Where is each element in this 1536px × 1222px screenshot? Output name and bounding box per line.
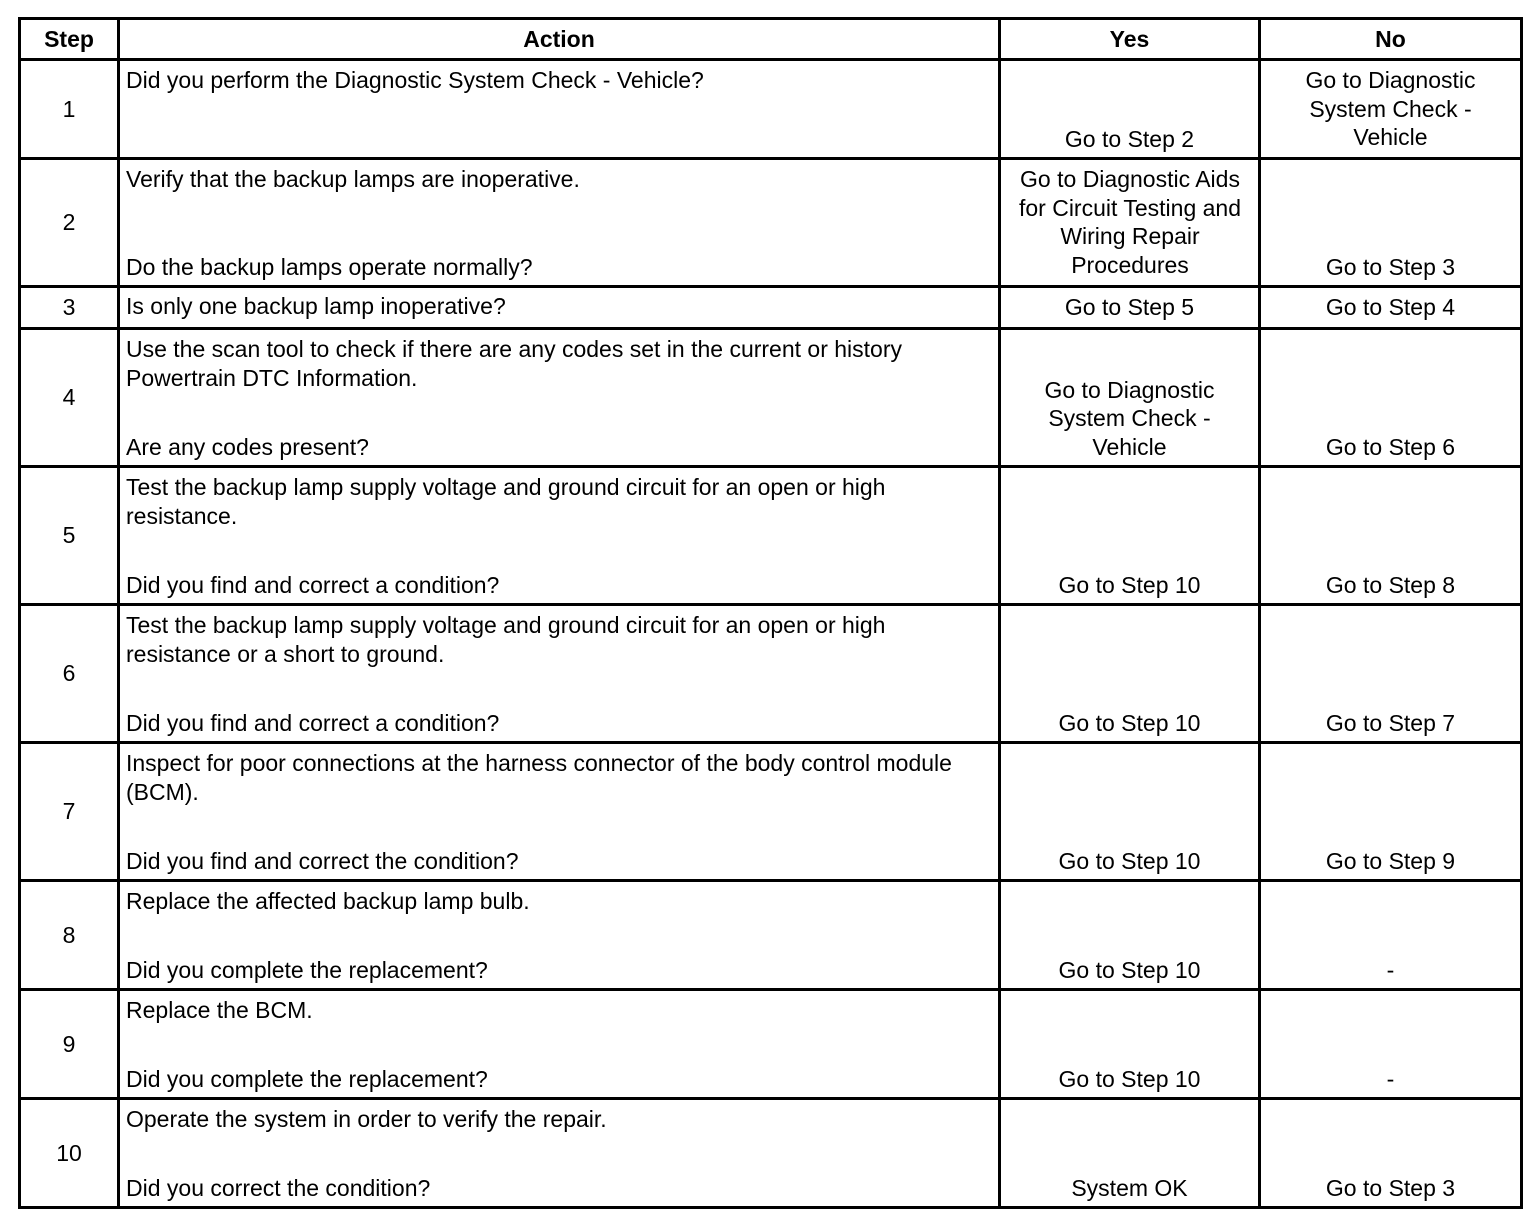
action-question: Did you find and correct the condition? <box>126 847 519 874</box>
yes-text: Go to Step 2 <box>1064 125 1195 152</box>
step-number: 7 <box>20 743 119 881</box>
yes-cell <box>1000 605 1260 743</box>
no-text: Go to Step 8 <box>1325 571 1456 598</box>
step-number: 2 <box>20 159 119 287</box>
no-text: Go to Step 7 <box>1325 709 1456 736</box>
action-text: Test the backup lamp supply voltage and ground circuit for an open or high resistance. <box>126 474 886 529</box>
action-cell <box>119 287 1000 329</box>
yes-cell <box>1000 287 1260 329</box>
yes-text: Go to Diagnostic System Check - Vehicle <box>1044 376 1215 460</box>
diagnostic-table <box>18 17 1523 1209</box>
action-text: Operate the system in order to verify the repair. <box>126 1106 607 1132</box>
yes-text: Go to Diagnostic Aids for Circuit Testing and Wiring Repair Procedures <box>1018 166 1241 278</box>
action-question: Did you complete the replacement? <box>126 956 488 983</box>
no-text: Go to Step 3 <box>1325 253 1456 280</box>
action-question: Did you complete the replacement? <box>126 1065 488 1092</box>
yes-cell <box>1000 743 1260 881</box>
no-text: - <box>1386 956 1395 983</box>
table-row <box>20 1099 1522 1208</box>
action-text: Test the backup lamp supply voltage and ground circuit for an open or high resistance or a short to ground. <box>126 612 886 667</box>
action-question: Did you find and correct a condition? <box>126 709 500 736</box>
action-text: Inspect for poor connections at the harness connector of the body control module (BCM). <box>126 750 952 805</box>
no-text: Go to Step 9 <box>1325 847 1456 874</box>
table-row <box>20 881 1522 990</box>
action-question: Did you correct the condition? <box>126 1174 431 1201</box>
no-cell <box>1260 329 1522 467</box>
yes-text: System OK <box>1071 1174 1188 1201</box>
yes-text: Go to Step 10 <box>1058 847 1201 874</box>
action-cell <box>119 1099 1000 1208</box>
no-text: Go to Step 4 <box>1325 294 1456 321</box>
table-row <box>20 329 1522 467</box>
action-cell <box>119 60 1000 159</box>
table-row <box>20 60 1522 159</box>
no-text: Go to Diagnostic System Check - Vehicle <box>1305 67 1476 150</box>
table-row <box>20 287 1522 329</box>
step-number: 4 <box>20 329 119 467</box>
yes-text: Go to Step 10 <box>1058 709 1201 736</box>
yes-text: Go to Step 10 <box>1058 571 1201 598</box>
no-cell <box>1260 881 1522 990</box>
step-number: 6 <box>20 605 119 743</box>
header-step: Step <box>20 19 119 60</box>
yes-cell <box>1000 1099 1260 1208</box>
no-text: - <box>1386 1065 1395 1092</box>
no-cell <box>1260 743 1522 881</box>
yes-cell <box>1000 881 1260 990</box>
action-cell <box>119 329 1000 467</box>
header-row <box>20 19 1522 60</box>
action-text: Did you perform the Diagnostic System Check - Vehicle? <box>126 67 704 93</box>
yes-cell <box>1000 467 1260 605</box>
diagnostic-table-container <box>18 17 1520 1209</box>
yes-cell <box>1000 990 1260 1099</box>
action-cell <box>119 990 1000 1099</box>
yes-text: Go to Step 10 <box>1058 1065 1201 1092</box>
action-question: Are any codes present? <box>126 433 369 460</box>
yes-cell <box>1000 329 1260 467</box>
action-question: Did you find and correct a condition? <box>126 571 500 598</box>
no-cell <box>1260 1099 1522 1208</box>
action-cell <box>119 605 1000 743</box>
no-cell <box>1260 60 1522 159</box>
action-text: Replace the BCM. <box>126 997 313 1023</box>
action-question: Do the backup lamps operate normally? <box>126 253 533 280</box>
action-text: Is only one backup lamp inoperative? <box>126 293 506 319</box>
action-cell <box>119 467 1000 605</box>
no-cell <box>1260 467 1522 605</box>
no-cell <box>1260 605 1522 743</box>
yes-text: Go to Step 10 <box>1058 956 1201 983</box>
action-cell <box>119 743 1000 881</box>
table-row <box>20 990 1522 1099</box>
yes-cell <box>1000 60 1260 159</box>
header-yes: Yes <box>1000 19 1260 60</box>
table-row <box>20 605 1522 743</box>
action-text: Replace the affected backup lamp bulb. <box>126 888 530 914</box>
no-cell <box>1260 159 1522 287</box>
yes-text: Go to Step 5 <box>1064 294 1195 321</box>
table-row <box>20 159 1522 287</box>
step-number: 9 <box>20 990 119 1099</box>
header-action: Action <box>119 19 1000 60</box>
no-cell <box>1260 990 1522 1099</box>
no-cell <box>1260 287 1522 329</box>
table-row <box>20 743 1522 881</box>
no-text: Go to Step 3 <box>1325 1174 1456 1201</box>
no-text: Go to Step 6 <box>1325 433 1456 460</box>
action-cell <box>119 881 1000 990</box>
step-number: 10 <box>20 1099 119 1208</box>
step-number: 5 <box>20 467 119 605</box>
action-cell <box>119 159 1000 287</box>
yes-cell <box>1000 159 1260 287</box>
step-number: 3 <box>20 287 119 329</box>
step-number: 1 <box>20 60 119 159</box>
table-row <box>20 467 1522 605</box>
action-text: Verify that the backup lamps are inoperative. <box>126 166 580 192</box>
action-text: Use the scan tool to check if there are any codes set in the current or history Powertrain DTC Information. <box>126 336 903 391</box>
step-number: 8 <box>20 881 119 990</box>
header-no: No <box>1260 19 1522 60</box>
